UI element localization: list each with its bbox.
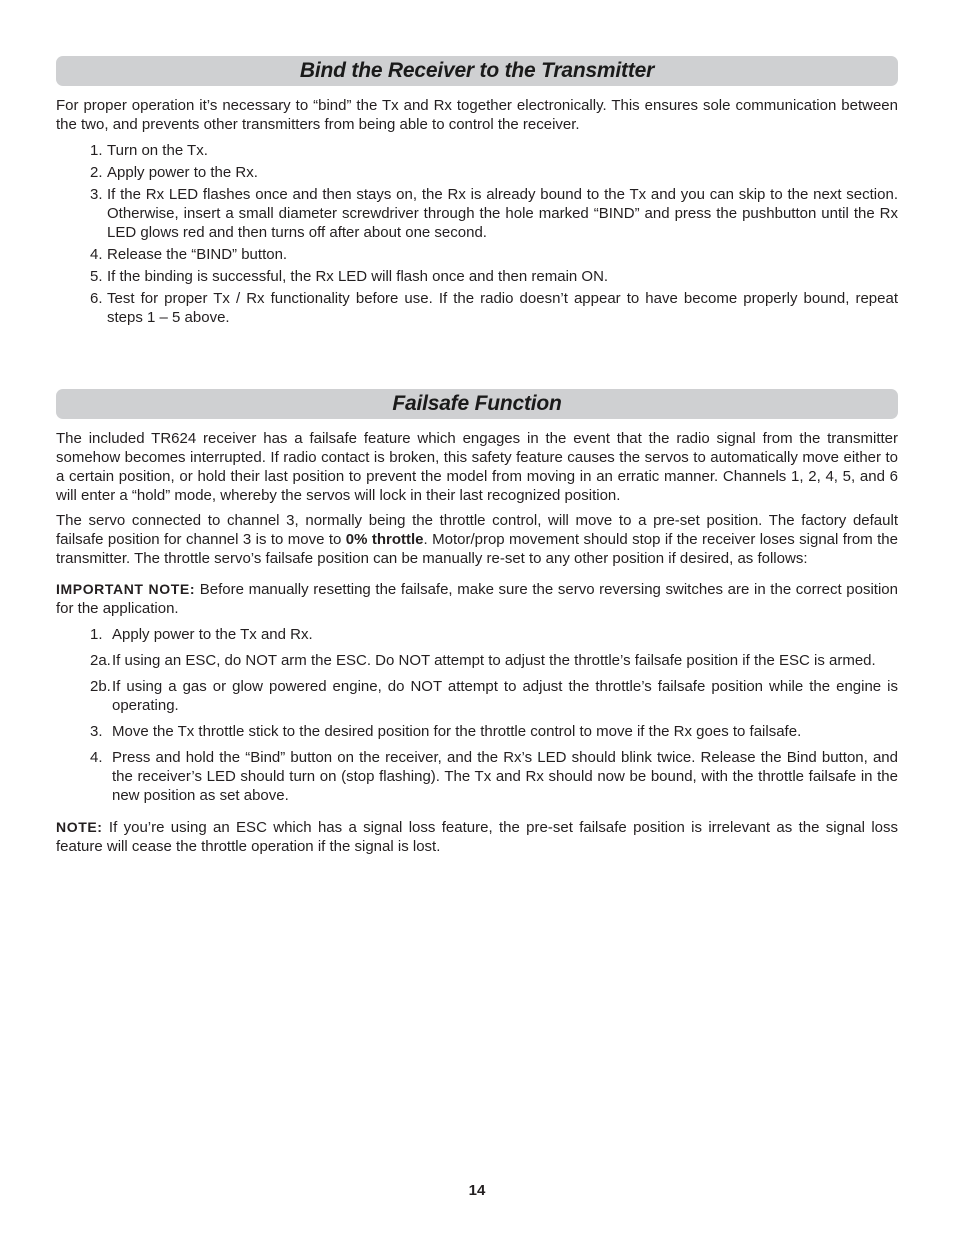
step-text: If using an ESC, do NOT arm the ESC. Do NOT attempt to adjust the throttle’s failsafe position if the ESC is armed. xyxy=(112,652,876,669)
important-note-label: IMPORTANT NOTE: xyxy=(56,581,196,597)
list-item xyxy=(56,267,898,286)
step-number: 2a. xyxy=(90,652,111,669)
failsafe-steps-list xyxy=(56,625,898,805)
note-text: If you’re using an ESC which has a signal loss feature, the pre-set failsafe position is irrelevant as the signal loss feature will cease the throttle operation if the signal is lost. xyxy=(56,819,898,855)
bind-intro: For proper operation it’s necessary to “bind” the Tx and Rx together electronically. This ensures sole communication between the two, and prevents other transmitters from being able to control the receiver. xyxy=(56,97,898,133)
note-label: NOTE: xyxy=(56,819,103,835)
step-number: 3. xyxy=(90,723,103,740)
list-item xyxy=(56,141,898,160)
failsafe-paragraph-2-text-end: . Motor/prop movement should stop if the receiver loses signal from the transmitter. The throttle servo’s failsafe position can be manually re-set to any other position if desired, as follows: xyxy=(56,531,898,567)
note xyxy=(56,818,898,856)
list-item xyxy=(56,245,898,264)
step-number: 1. xyxy=(90,626,103,643)
list-item xyxy=(56,748,898,805)
failsafe-default-value: 0% throttle xyxy=(345,531,424,548)
step-number: 5. xyxy=(90,268,103,285)
important-note-text: Before manually resetting the failsafe, make sure the servo reversing switches are in the correct position for the application. xyxy=(56,581,898,617)
list-item xyxy=(56,722,898,741)
failsafe-paragraph-1: The included TR624 receiver has a failsafe feature which engages in the event that the radio signal from the transmitter somehow becomes interrupted. If radio contact is broken, this safety feature causes the servos to automatically move either to a certain position, or hold their last position to prevent the model from moving in an erratic manner. Channels 1, 2, 4, 5, and 6 will enter a “hold” mode, whereby the servos will lock in their last recognized position. xyxy=(56,430,898,504)
page-content xyxy=(56,56,898,856)
failsafe-paragraph-2-text: The servo connected to channel 3, normally being the throttle control, will move to a pre-set position. The factory default failsafe position for channel 3 is to move to xyxy=(56,512,898,548)
step-text: Move the Tx throttle stick to the desired position for the throttle control to move if the Rx goes to failsafe. xyxy=(112,723,802,740)
step-text: If the Rx LED flashes once and then stays on, the Rx is already bound to the Tx and you can skip to the next section. Otherwise, insert a small diameter screwdriver through the hole marked “BIND” and press the pushbutton until the Rx LED glows red and then turns off after about one second. xyxy=(107,186,898,241)
failsafe-section-header xyxy=(56,389,898,419)
list-item xyxy=(56,677,898,715)
step-text: Release the “BIND” button. xyxy=(107,246,288,263)
step-text: Apply power to the Tx and Rx. xyxy=(112,626,313,643)
list-item xyxy=(56,163,898,182)
step-number: 2. xyxy=(90,164,103,181)
failsafe-section-title: Failsafe Function xyxy=(392,392,562,415)
step-number: 6. xyxy=(90,290,103,307)
bind-section-title: Bind the Receiver to the Transmitter xyxy=(299,59,655,82)
list-item xyxy=(56,651,898,670)
step-text: If using a gas or glow powered engine, do NOT attempt to adjust the throttle’s failsafe position while the engine is operating. xyxy=(112,678,898,714)
page-number: 14 xyxy=(468,1182,486,1199)
list-item xyxy=(56,185,898,242)
step-text: Press and hold the “Bind” button on the receiver, and the Rx’s LED should blink twice. Release the Bind button, and the receiver’s LED should turn on (stop flashing). The Tx and Rx should now be bound, with the throttle failsafe in the new position as set above. xyxy=(112,749,898,804)
step-number: 3. xyxy=(90,186,103,203)
failsafe-paragraph-2 xyxy=(56,511,898,568)
step-text: Test for proper Tx / Rx functionality before use. If the radio doesn’t appear to have become properly bound, repeat steps 1 – 5 above. xyxy=(107,290,898,326)
list-item xyxy=(56,289,898,327)
list-item xyxy=(56,625,898,644)
step-text: If the binding is successful, the Rx LED will flash once and then remain ON. xyxy=(107,268,609,285)
step-text: Apply power to the Rx. xyxy=(107,164,258,181)
bind-section-header xyxy=(56,56,898,86)
step-number: 4. xyxy=(90,246,103,263)
step-number: 1. xyxy=(90,142,103,159)
step-number: 2b. xyxy=(90,678,111,695)
important-note xyxy=(56,580,898,618)
step-number: 4. xyxy=(90,749,103,766)
step-text: Turn on the Tx. xyxy=(107,142,208,159)
bind-steps-list xyxy=(56,141,898,327)
